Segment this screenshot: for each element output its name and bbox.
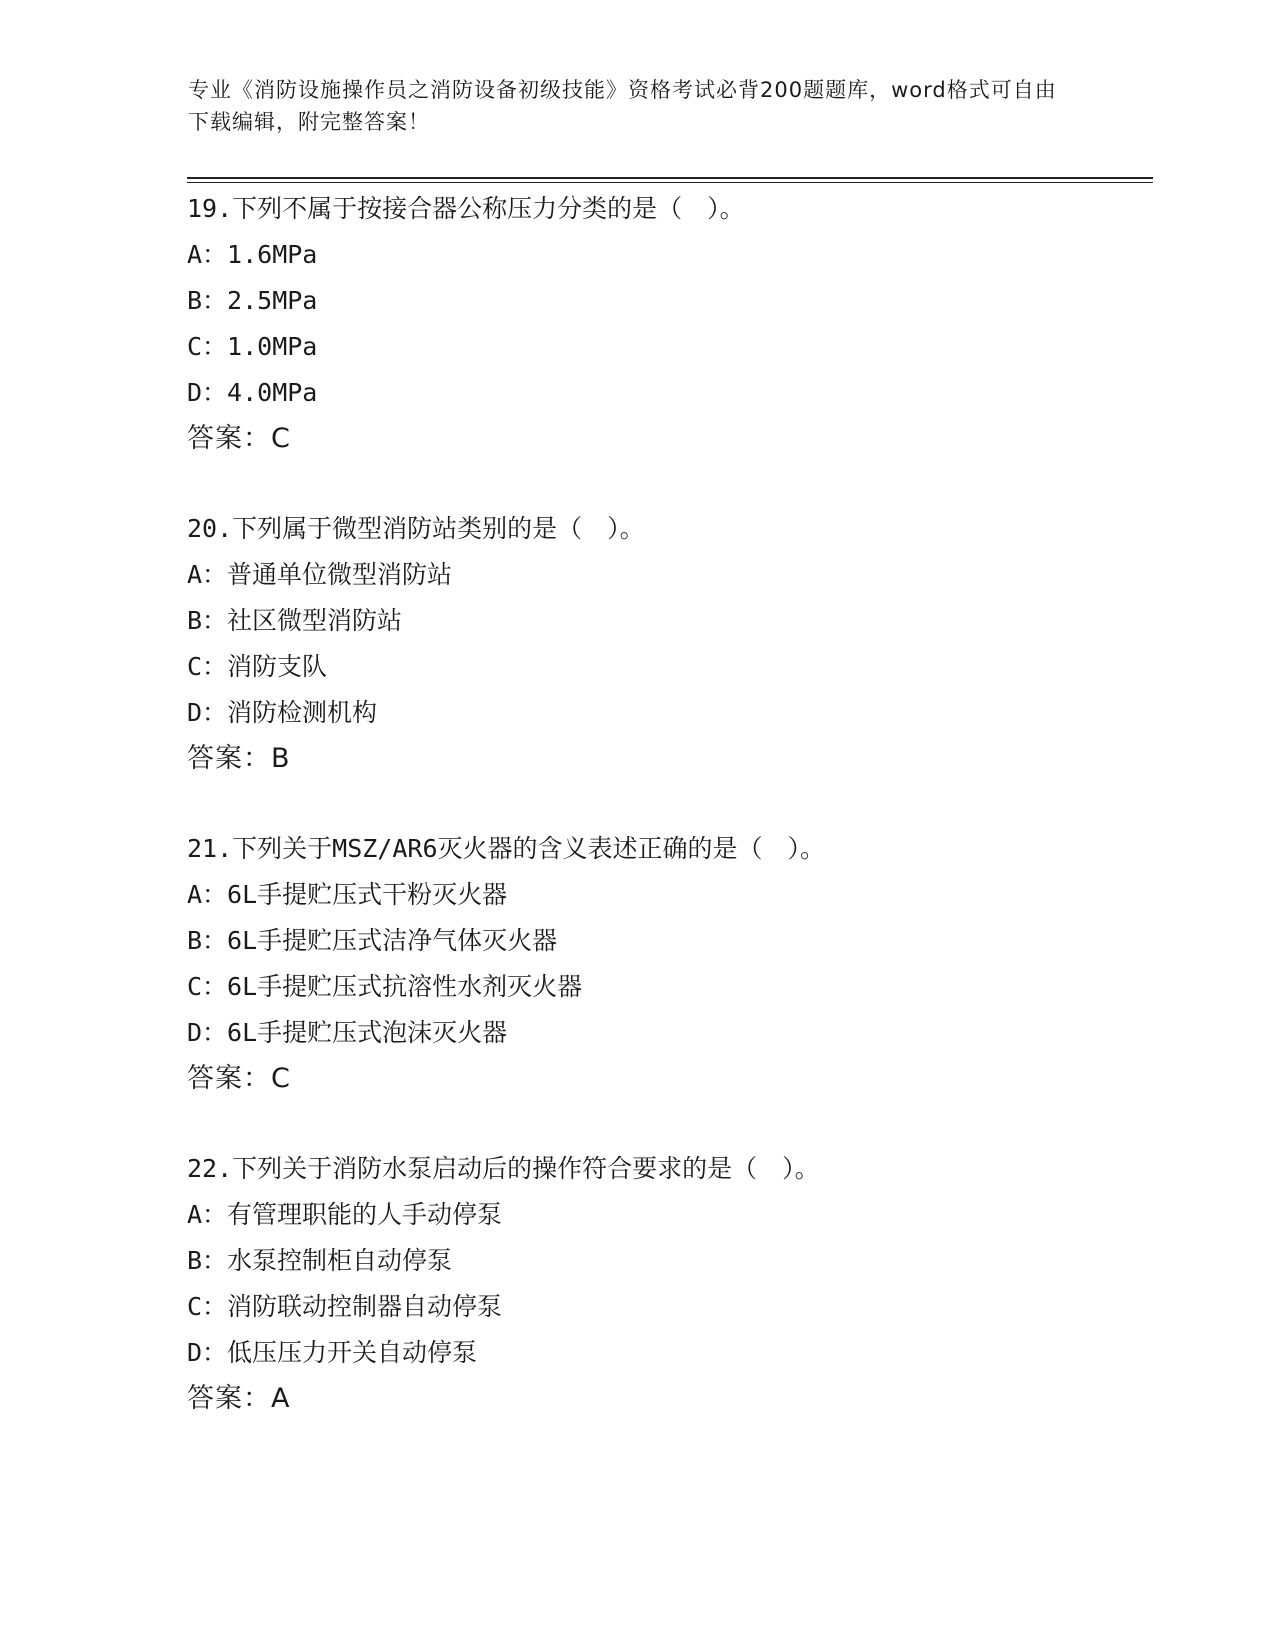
question-20: [187, 506, 1153, 826]
question-22: [187, 1146, 1153, 1466]
answer-value: A: [271, 1383, 290, 1414]
option-d: D：4.0MPa: [187, 378, 318, 407]
answer-label: 答案：: [187, 1063, 271, 1094]
question-stem: 19.下列不属于按接合器公称压力分类的是（ ）。: [187, 194, 745, 223]
header-rule-thin: [187, 182, 1153, 183]
answer-label: 答案：: [187, 423, 271, 454]
question-19: [187, 186, 1153, 506]
option-c: C：6L手提贮压式抗溶性水剂灭火器: [187, 972, 583, 1001]
option-b: B：社区微型消防站: [187, 606, 403, 635]
option-c: C：消防联动控制器自动停泵: [187, 1292, 503, 1321]
document-header: 专业《消防设施操作员之消防设备初级技能》资格考试必背200题题库，word格式可自由下载编辑，附完整答案！: [188, 78, 1057, 134]
answer-label: 答案：: [187, 1383, 271, 1414]
answer-line: [187, 1376, 1153, 1422]
option-b: B：2.5MPa: [187, 286, 318, 315]
option-a: A：普通单位微型消防站: [187, 560, 453, 589]
option-a: A：1.6MPa: [187, 240, 318, 269]
question-stem: 21.下列关于MSZ/AR6灭火器的含义表述正确的是（ ）。: [187, 834, 826, 863]
answer-value: C: [271, 423, 290, 454]
option-c: C：消防支队: [187, 652, 328, 681]
option-b: B：水泵控制柜自动停泵: [187, 1246, 453, 1275]
answer-label: 答案：: [187, 743, 271, 774]
answer-value: C: [271, 1063, 290, 1094]
header-rule-thick: [187, 177, 1153, 179]
question-list: [187, 186, 1153, 1466]
option-c: C：1.0MPa: [187, 332, 318, 361]
option-d: D：6L手提贮压式泡沫灭火器: [187, 1018, 508, 1047]
answer-line: [187, 1056, 1153, 1102]
answer-line: [187, 736, 1153, 782]
question-21: [187, 826, 1153, 1146]
question-stem: 22.下列关于消防水泵启动后的操作符合要求的是（ ）。: [187, 1154, 820, 1183]
option-a: A：有管理职能的人手动停泵: [187, 1200, 503, 1229]
option-d: D：消防检测机构: [187, 698, 378, 727]
question-stem: 20.下列属于微型消防站类别的是（ ）。: [187, 514, 645, 543]
answer-value: B: [271, 743, 290, 774]
option-d: D：低压压力开关自动停泵: [187, 1338, 478, 1367]
answer-line: [187, 416, 1153, 462]
option-a: A：6L手提贮压式干粉灭火器: [187, 880, 508, 909]
option-b: B：6L手提贮压式洁净气体灭火器: [187, 926, 558, 955]
